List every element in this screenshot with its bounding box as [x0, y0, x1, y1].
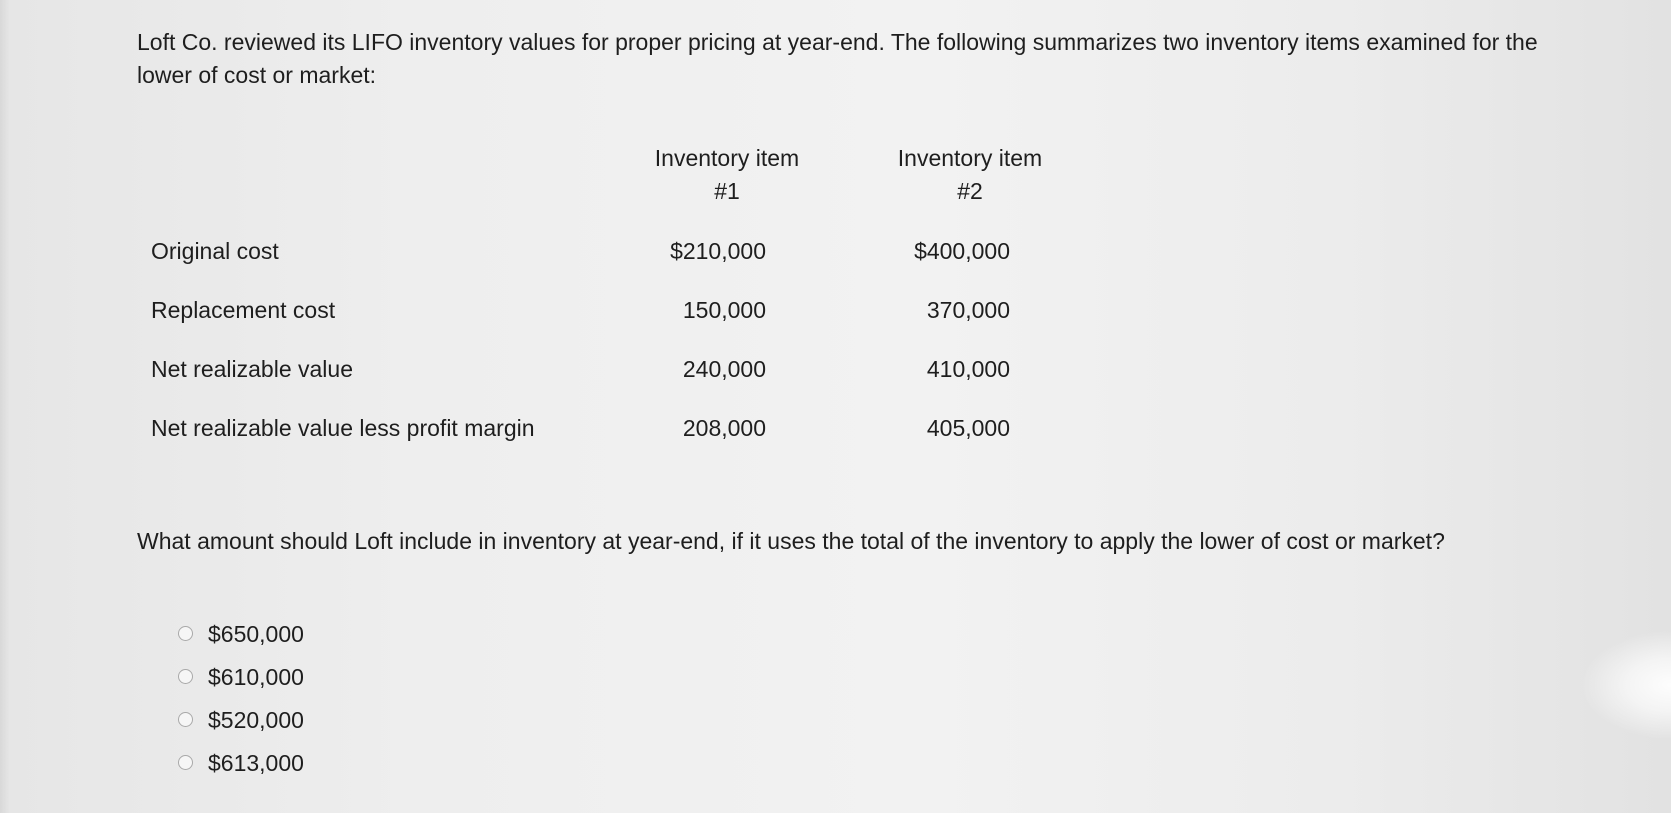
column-header-line: #2: [957, 178, 983, 204]
screen-glare: [1581, 630, 1671, 740]
row-label-net-realizable-value: Net realizable value: [151, 356, 354, 382]
question-prompt: What amount should Loft include in inventory at year-end, if it uses the total of the inventory to apply the lower of cost or market?: [137, 528, 1445, 554]
radio-button-icon[interactable]: [178, 626, 193, 641]
answer-option-label: $610,000: [208, 663, 304, 690]
radio-button-icon[interactable]: [178, 755, 193, 770]
cell-original-cost-item-2: $400,000: [914, 238, 1010, 264]
column-header-item-2: [870, 142, 1070, 208]
row-label-nrv-less-profit: Net realizable value less profit margin: [151, 415, 535, 441]
answer-option-2[interactable]: [178, 655, 304, 698]
row-label-replacement-cost: Replacement cost: [151, 297, 336, 323]
answer-option-label: $650,000: [208, 620, 304, 647]
radio-button-icon[interactable]: [178, 669, 193, 684]
cell-original-cost-item-1: $210,000: [670, 238, 766, 264]
answer-option-label: $520,000: [208, 706, 304, 733]
column-header-line: #1: [714, 178, 740, 204]
answer-option-label: $613,000: [208, 749, 304, 776]
cell-replacement-cost-item-2: 370,000: [926, 297, 1010, 323]
row-label-original-cost: Original cost: [151, 238, 279, 264]
answer-option-4[interactable]: [178, 741, 304, 784]
cell-net-realizable-value-item-2: 410,000: [926, 356, 1010, 382]
column-header-item-1: [627, 142, 827, 208]
cell-replacement-cost-item-1: 150,000: [682, 297, 766, 323]
answer-option-3[interactable]: [178, 698, 304, 741]
cell-nrv-less-profit-item-2: 405,000: [926, 415, 1010, 441]
column-header-line: Inventory item: [654, 145, 800, 171]
cell-nrv-less-profit-item-1: 208,000: [682, 415, 766, 441]
column-header-line: Inventory item: [897, 145, 1043, 171]
question-intro: Loft Co. reviewed its LIFO inventory values for proper pricing at year-end. The following summarizes two inventory items examined for the lower of cost or market:: [137, 29, 1538, 88]
answer-option-1[interactable]: [178, 612, 304, 655]
radio-button-icon[interactable]: [178, 712, 193, 727]
answer-options: [178, 612, 304, 784]
cell-net-realizable-value-item-1: 240,000: [682, 356, 766, 382]
screen-edge-shade: [0, 0, 10, 813]
